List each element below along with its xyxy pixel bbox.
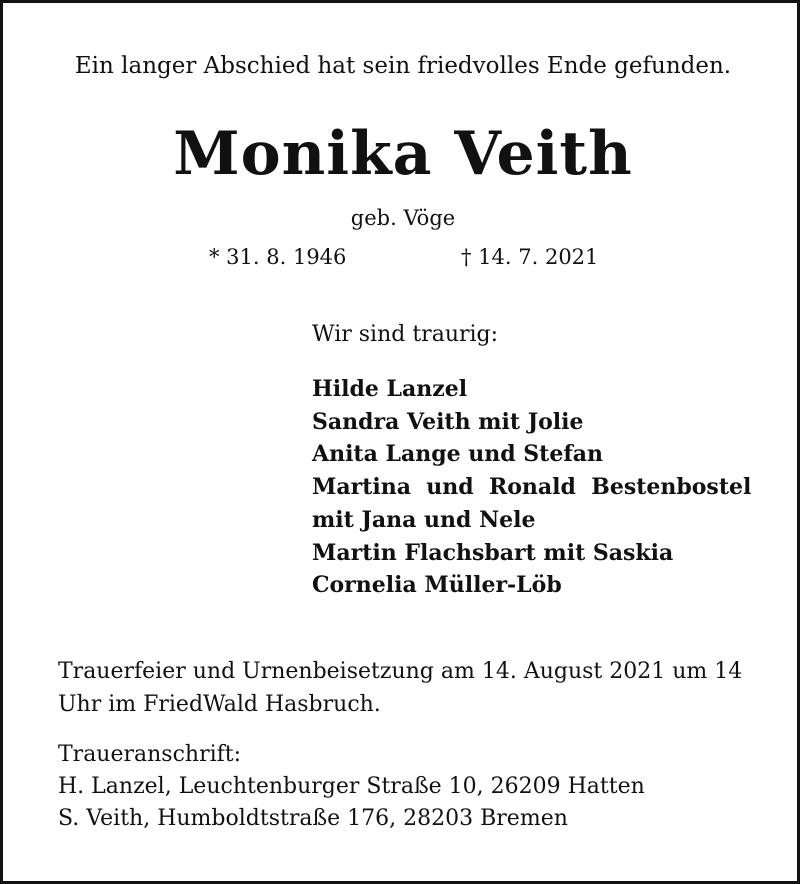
mourner-name: Martina und Ronald Bestenbostel [312,474,752,501]
mourner-name: Sandra Veith mit Jolie [312,408,584,435]
mourning-address [58,739,645,835]
birth-date: * 31. 8. 1946 [209,245,347,269]
mourner-name: Cornelia Müller-Löb [312,572,562,599]
mourners-intro: Wir sind traurig: [312,322,499,347]
intro-text: Ein langer Abschied hat sein friedvolles Ende gefunden. [74,53,732,79]
mourner-name: Martin Flachsbart mit Saskia [312,539,674,566]
address-line: H. Lanzel, Leuchtenburger Straße 10, 26209 Hatten [58,774,645,799]
mourner-name: Hilde Lanzel [312,376,468,402]
deceased-name: Monika Veith [173,119,633,189]
mourners-list [312,373,751,602]
address-label: Traueranschrift: [58,742,242,767]
maiden-name: geb. Vöge [350,206,456,230]
mourner-name: mit Jana und Nele [312,506,536,533]
service-details: Trauerfeier und Urnenbeisetzung am 14. August 2021 um 14 Uhr im FriedWald Hasbruch. [58,659,743,717]
address-line: S. Veith, Humboldtstraße 176, 28203 Bremen [58,806,568,831]
mourner-name: Anita Lange und Stefan [312,441,604,468]
death-date: † 14. 7. 2021 [461,245,599,269]
